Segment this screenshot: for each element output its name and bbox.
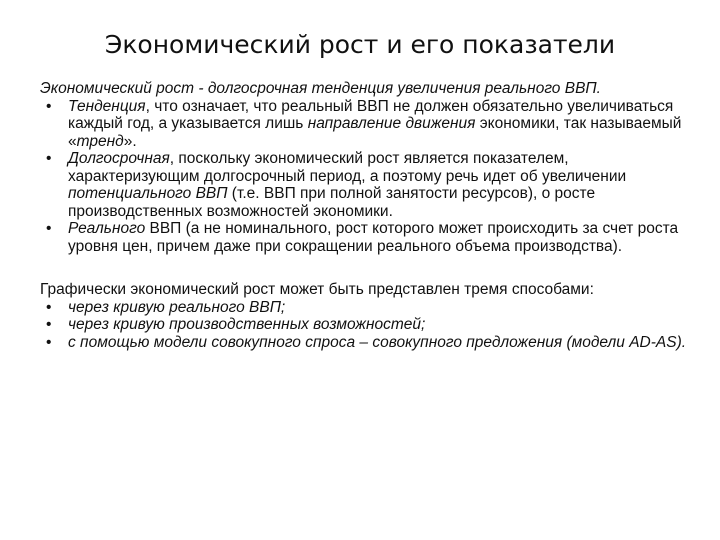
methods-list <box>40 299 690 352</box>
content-body <box>40 80 690 351</box>
graphic-intro-paragraph <box>40 281 690 299</box>
item-emphasis: направление движения <box>307 115 476 132</box>
method-text: с помощью модели совокупного спроса – совокупного предложения (модели AD-AS). <box>68 333 687 351</box>
bullet-icon: • <box>46 150 52 167</box>
spacer <box>40 255 690 281</box>
bullet-icon: • <box>46 316 52 333</box>
term: Долгосрочная <box>68 150 170 167</box>
bullet-icon: • <box>46 97 52 115</box>
bullet-icon: • <box>46 220 52 237</box>
list-item <box>40 150 690 220</box>
item-emphasis: тренд <box>76 132 124 150</box>
list-item <box>40 299 690 317</box>
definition-text: Экономический рост - долгосрочная тенденция увеличения реального ВВП. <box>40 80 601 97</box>
item-text: , поскольку экономический рост является показателем, характеризующим долгосрочный период, а поэтому речь идет об увеличении <box>68 150 627 185</box>
list-item <box>40 316 690 334</box>
list-item <box>40 98 690 151</box>
intro-tail: : <box>589 281 594 298</box>
method-text: через кривую реального ВВП; <box>68 298 286 316</box>
page-title: Экономический рост и его показатели <box>104 30 616 59</box>
term: Тенденция <box>68 97 146 115</box>
intro-emphasis: тремя способами <box>464 281 590 298</box>
definition-paragraph <box>40 80 690 98</box>
list-item <box>40 334 690 352</box>
list-item <box>40 220 690 255</box>
item-text: , что означает, что реальный ВВП не должен обязательно увеличиваться каждый год, а указывается лишь <box>68 97 674 132</box>
bullet-icon: • <box>46 333 52 351</box>
item-emphasis: потенциального ВВП <box>68 185 228 202</box>
bullet-icon: • <box>46 298 52 316</box>
item-text: экономики, так называемый « <box>68 115 682 150</box>
features-list <box>40 98 690 256</box>
intro-text: Графически экономический рост может быть представлен <box>40 281 465 298</box>
item-text: ВВП (а не номинального, рост которого может происходить за счет роста уровня цен, причем даже при сокращении реального объема производства). <box>68 220 679 255</box>
item-text: ». <box>123 132 137 150</box>
term: Реального <box>68 220 146 237</box>
item-text: (т.е. ВВП при полной занятости ресурсов), о росте производственных возможностей экономики. <box>68 185 596 220</box>
method-text: через кривую производственных возможностей; <box>68 316 426 333</box>
